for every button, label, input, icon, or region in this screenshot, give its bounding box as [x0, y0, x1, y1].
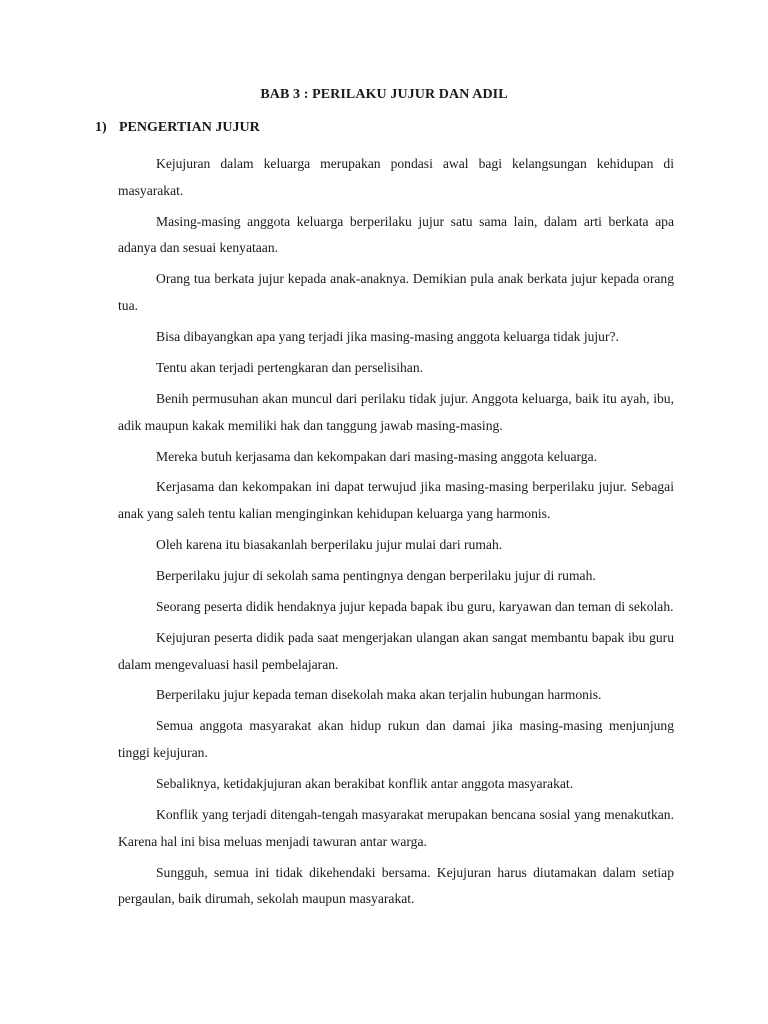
paragraph: Kerjasama dan kekompakan ini dapat terwujud jika masing-masing berperilaku jujur. Sebagai anak yang saleh tentu kalian menginginkan kehidupan keluarga yang harmonis.	[118, 479, 674, 522]
paragraph: Orang tua berkata jujur kepada anak-anaknya. Demikian pula anak berkata jujur kepada orang tua.	[118, 271, 674, 314]
section-number: 1)	[95, 120, 107, 135]
paragraph: Berperilaku jujur kepada teman disekolah maka akan terjalin hubungan harmonis.	[156, 687, 602, 703]
paragraph: Tentu akan terjadi pertengkaran dan perselisihan.	[156, 359, 424, 375]
paragraph: Semua anggota masyarakat akan hidup rukun dan damai jika masing-masing menjunjung tinggi kejujuran.	[118, 718, 674, 761]
paragraph: Mereka butuh kerjasama dan kekompakan dari masing-masing anggota keluarga.	[156, 448, 598, 464]
paragraph: Kejujuran dalam keluarga merupakan pondasi awal bagi kelangsungan kehidupan di masyarakat.	[118, 156, 674, 198]
paragraph: Seorang peserta didik hendaknya jujur kepada bapak ibu guru, karyawan dan teman di sekolah.	[156, 598, 674, 614]
body-text	[118, 151, 674, 917]
paragraph: Kejujuran peserta didik pada saat mengerjakan ulangan akan sangat membantu bapak ibu guru dalam mengevaluasi hasil pembelajaran.	[118, 629, 674, 672]
section-heading-text: PENGERTIAN JUJUR	[119, 120, 260, 135]
paragraph: Sungguh, semua ini tidak dikehendaki bersama. Kejujuran harus diutamakan dalam setiap pergaulan, baik dirumah, sekolah maupun masyarakat.	[118, 864, 674, 907]
paragraph: Benih permusuhan akan muncul dari perilaku tidak jujur. Anggota keluarga, baik itu ayah, ibu, adik maupun kakak memiliki hak dan tanggung jawab masing-masing.	[118, 390, 674, 433]
paragraph: Sebaliknya, ketidakjujuran akan berakibat konflik antar anggota masyarakat.	[156, 776, 574, 792]
paragraph: Oleh karena itu biasakanlah berperilaku jujur mulai dari rumah.	[156, 537, 503, 553]
paragraph: Konflik yang terjadi ditengah-tengah masyarakat merupakan bencana sosial yang menakutkan. Karena hal ini bisa meluas menjadi tawuran antar warga.	[118, 806, 674, 849]
paragraph: Masing-masing anggota keluarga berperilaku jujur satu sama lain, dalam arti berkata apa adanya dan sesuai kenyataan.	[118, 213, 674, 256]
paragraph: Bisa dibayangkan apa yang terjadi jika masing-masing anggota keluarga tidak jujur?.	[156, 329, 619, 345]
section-heading	[95, 120, 260, 136]
paragraph: Berperilaku jujur di sekolah sama pentingnya dengan berperilaku jujur di rumah.	[156, 568, 596, 583]
chapter-title: BAB 3 : PERILAKU JUJUR DAN ADIL	[260, 87, 508, 102]
